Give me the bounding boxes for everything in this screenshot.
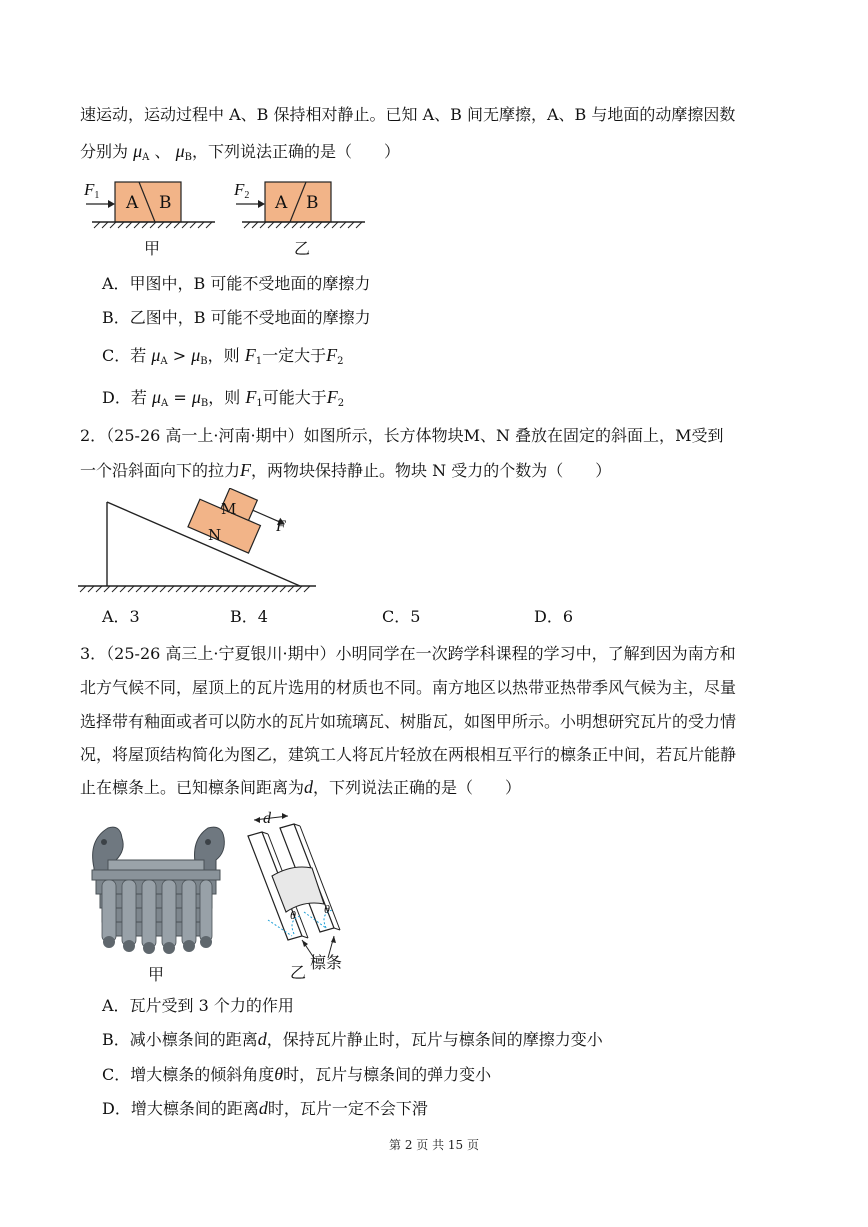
q2-stem-line-1: 2．（25-26 高一上·河南·期中）如图所示，长方体物块M、N 叠放在固定的斜面上，M受到 <box>80 426 724 445</box>
q2-option-b: B．4 <box>230 607 268 626</box>
q1-option-c: C．若 $\mu_A > \mu_B$，则 $F_1$一定大于$F_2$ <box>102 345 344 367</box>
theta-label-left: θ <box>290 908 296 922</box>
q1-option-a: A．甲图中，B 可能不受地面的摩擦力 <box>102 274 371 293</box>
page-footer: 第 2 页 共 15 页 <box>389 1138 479 1152</box>
figure-caption-jia: 甲 <box>144 239 161 258</box>
force-f2-label: $F_2$ <box>234 180 250 201</box>
roof-tiles-image <box>80 820 230 960</box>
mu-symbol: μ <box>133 141 143 161</box>
block-m-label: M <box>221 500 237 518</box>
q1-figure-jia <box>82 178 222 268</box>
figure-caption-yi: 乙 <box>290 963 307 982</box>
q3-option-d: D．增大檩条间的距离d时，瓦片一定不会下滑 <box>102 1098 428 1118</box>
q3-option-b: B．减小檩条间的距离d，保持瓦片静止时，瓦片与檩条间的摩擦力变小 <box>102 1029 603 1049</box>
figure-caption-jia: 甲 <box>148 965 165 984</box>
subscript: A <box>142 152 150 163</box>
q3-stem-line-4: 况，将屋顶结构简化为图乙，建筑工人将瓦片轻放在两根相互平行的檩条正中间，若瓦片能静 <box>80 745 737 764</box>
subscript: B <box>184 152 192 163</box>
q1-intro-text: 分别为 <box>80 142 129 161</box>
q3-stem-line-1: 3．（25-26 高三上·宁夏银川·期中）小明同学在一次跨学科课程的学习中，了解到因为南方和 <box>80 644 736 663</box>
block-a-label: A <box>275 193 288 213</box>
purlin-label: 檩条 <box>310 953 343 972</box>
q2-incline-figure <box>78 488 318 594</box>
block-n-label: N <box>208 526 222 544</box>
purlin-diagram <box>238 812 368 962</box>
theta-label-right: θ <box>324 902 330 916</box>
force-f1-label: $F_1$ <box>84 180 100 201</box>
q1-intro-line-2 <box>80 140 400 169</box>
block-b-label: B <box>159 193 172 213</box>
distance-d-label: d <box>263 810 271 827</box>
q3-option-c: C．增大檩条的倾斜角度θ时，瓦片与檩条间的弹力变小 <box>102 1064 492 1084</box>
q1-option-d: D．若 $\mu_A = \mu_B$，则 $F_1$可能大于$F_2$ <box>102 387 345 409</box>
force-f-label: F <box>276 518 286 535</box>
q1-intro-text: ，下列说法正确的是（ ） <box>192 142 401 161</box>
q2-option-a: A．3 <box>102 607 140 626</box>
separator: 、 <box>154 142 171 161</box>
q1-option-b: B．乙图中，B 可能不受地面的摩擦力 <box>102 308 371 327</box>
block-b-label: B <box>306 193 319 213</box>
q3-stem-line-5: 止在檩条上。已知檩条间距离为d，下列说法正确的是（ ） <box>80 777 522 797</box>
q2-option-c: C．5 <box>382 607 421 626</box>
figure-caption-yi: 乙 <box>294 239 311 258</box>
q2-stem-line-2: 一个沿斜面向下的拉力F，两物块保持静止。物块 N 受力的个数为（ ） <box>80 460 612 480</box>
q3-purlin-figure <box>238 812 368 984</box>
q2-option-d: D．6 <box>534 607 574 626</box>
mu-symbol: μ <box>175 141 185 161</box>
q1-figure-yi <box>234 178 374 268</box>
q3-roof-photo <box>80 820 230 985</box>
incline-diagram <box>78 488 318 594</box>
q1-intro-line-1: 速运动，运动过程中 A、B 保持相对静止。已知 A、B 间无摩擦，A、B 与地面的动摩擦因数 <box>80 105 736 124</box>
q3-stem-line-3: 选择带有釉面或者可以防水的瓦片如琉璃瓦、树脂瓦，如图甲所示。小明想研究瓦片的受力情 <box>80 712 737 731</box>
q3-option-a: A．瓦片受到 3 个力的作用 <box>102 996 294 1015</box>
block-a-label: A <box>126 193 139 213</box>
q3-stem-line-2: 北方气候不同，屋顶上的瓦片选用的材质也不同。南方地区以热带亚热带季风气候为主，尽量 <box>80 678 737 697</box>
